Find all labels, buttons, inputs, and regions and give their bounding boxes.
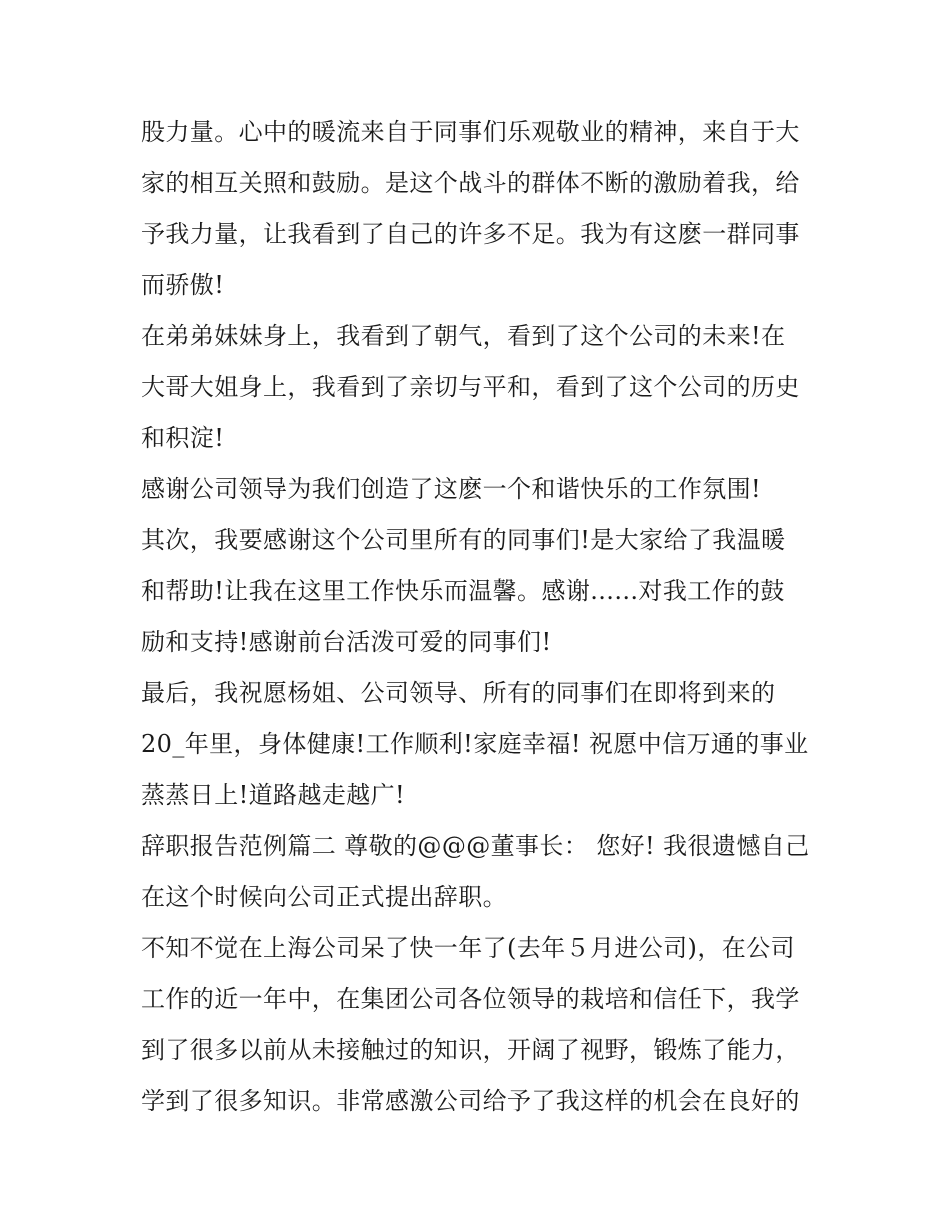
text-line: 其次，我要感谢这个公司里所有的同事们!是大家给了我温暖 (141, 526, 786, 554)
text-line: 辞职报告范例篇二 尊敬的@@@董事长： 您好! 我很遗憾自己 (141, 832, 810, 860)
text-line: 予我力量，让我看到了自己的许多不足。我为有这麽一群同事 (141, 220, 800, 248)
text-line: 工作的近一年中，在集团公司各位领导的栽培和信任下，我学 (141, 985, 800, 1013)
text-line: 到了很多以前从未接触过的知识，开阔了视野，锻炼了能力， (141, 1036, 800, 1064)
body-text (141, 107, 831, 1127)
text-line: 感谢公司领导为我们创造了这麽一个和谐快乐的工作氛围! (141, 475, 762, 503)
text-line: 最后，我祝愿杨姐、公司领导、所有的同事们在即将到来的 (141, 679, 776, 707)
text-line: 在这个时候向公司正式提出辞职。 (141, 883, 507, 911)
text-line: 励和支持!感谢前台活泼可爱的同事们! (141, 628, 552, 656)
text-line: 和帮助!让我在这里工作快乐而温馨。感谢......对我工作的鼓 (141, 577, 785, 605)
text-line: 蒸蒸日上!道路越走越广! (141, 781, 406, 809)
text-line: 在弟弟妹妹身上，我看到了朝气，看到了这个公司的未来!在 (141, 322, 786, 350)
text-line: 大哥大姐身上，我看到了亲切与平和，看到了这个公司的历史 (141, 373, 800, 401)
text-line: 家的相互关照和鼓励。是这个战斗的群体不断的激励着我，给 (141, 169, 800, 197)
text-line: 而骄傲! (141, 271, 225, 299)
text-line: 不知不觉在上海公司呆了快一年了(去年５月进公司)，在公司 (141, 934, 795, 962)
text-line: 和积淀! (141, 424, 225, 452)
text-line: 股力量。心中的暖流来自于同事们乐观敬业的精神，来自于大 (141, 118, 800, 146)
text-line: 学到了很多知识。非常感激公司给予了我这样的机会在良好的 (141, 1087, 800, 1115)
text-line: 20_年里，身体健康!工作顺利!家庭幸福! 祝愿中信万通的事业 (141, 730, 809, 758)
